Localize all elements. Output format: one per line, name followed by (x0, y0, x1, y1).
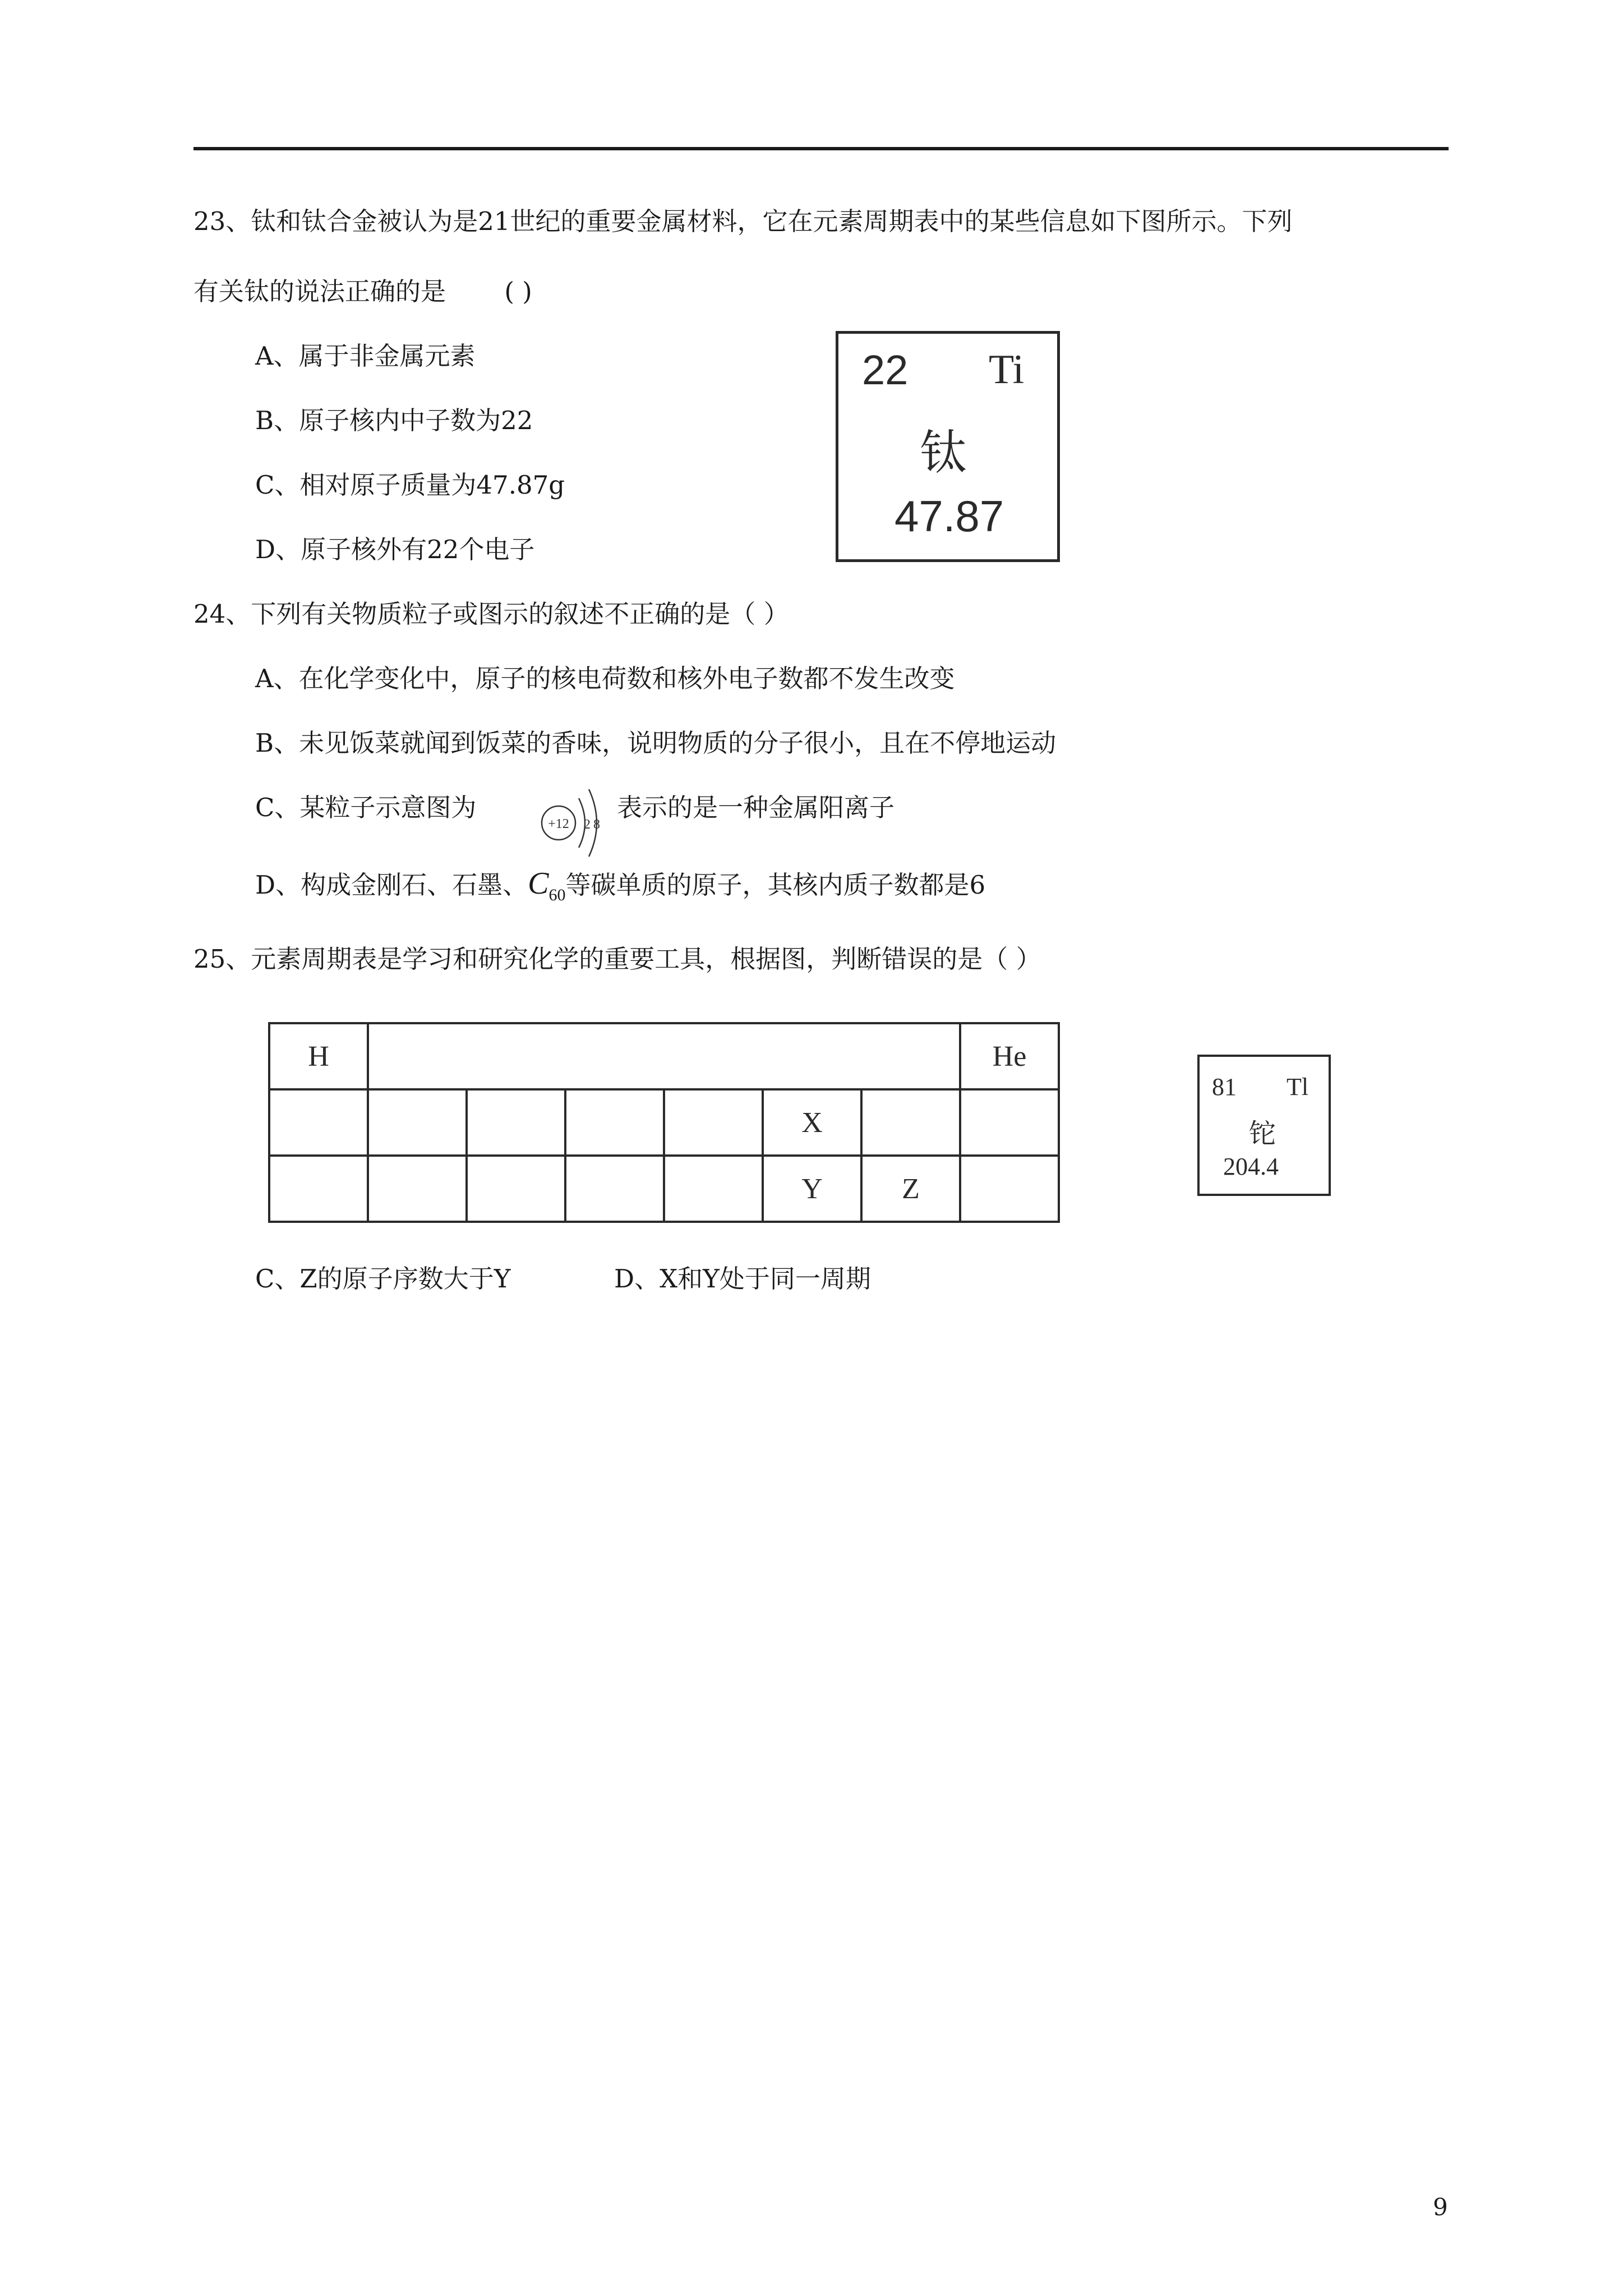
q25-stem: 25、元素周期表是学习和研究化学的重要工具，根据图，判断错误的是（ ） (193, 944, 1041, 974)
q23-stem-text: 有关钛的说法正确的是 (193, 277, 446, 306)
table-cell (269, 1089, 368, 1156)
titanium-element-card (836, 331, 1060, 562)
table-cell (565, 1089, 664, 1156)
q24-option-d-prefix: D、构成金刚石、石墨、 (255, 870, 528, 900)
titanium-name: 钛 (920, 425, 967, 480)
q24-stem: 24、下列有关物质粒子或图示的叙述不正确的是（ ） (193, 599, 789, 629)
table-row (269, 1156, 1059, 1222)
table-cell (368, 1156, 467, 1222)
cell-y: Y (763, 1156, 861, 1222)
cell-z: Z (861, 1156, 960, 1222)
shell2-electrons: 8 (593, 817, 600, 832)
table-cell (467, 1156, 565, 1222)
q24-option-c-prefix: C、某粒子示意图为 (255, 793, 477, 822)
table-row (269, 1089, 1059, 1156)
page-number: 9 (1433, 2193, 1448, 2221)
titanium-symbol: Ti (989, 347, 1025, 393)
c60-symbol: C (528, 866, 549, 901)
cell-gap (368, 1023, 960, 1089)
q23-stem-line2 (193, 275, 532, 309)
q25-option-c: C、Z的原子序数大于Y (255, 1264, 511, 1294)
thallium-atomic-number: 81 (1212, 1073, 1237, 1101)
table-cell (269, 1156, 368, 1222)
thallium-symbol: Tl (1287, 1073, 1309, 1101)
periodic-table-fragment (268, 1022, 1060, 1223)
c60-subscript: 60 (548, 886, 566, 905)
thallium-element-card (1197, 1055, 1331, 1196)
cell-h: H (269, 1023, 368, 1089)
q24-option-b: B、未见饭菜就闻到饭菜的香味，说明物质的分子很小，且在不停地运动 (255, 728, 1057, 758)
table-cell (565, 1156, 664, 1222)
table-cell (664, 1156, 763, 1222)
header-rule (193, 147, 1449, 150)
shell1-electrons: 2 (584, 817, 591, 832)
q23-answer-paren: ( ) (504, 277, 532, 306)
table-cell (664, 1089, 763, 1156)
q24-option-d-suffix: 等碳单质的原子，其核内质子数都是6 (565, 870, 986, 900)
table-cell (368, 1089, 467, 1156)
table-cell (467, 1089, 565, 1156)
nucleus-charge: +12 (548, 817, 569, 831)
q23-option-b: B、原子核内中子数为22 (255, 406, 533, 435)
titanium-atomic-number: 22 (862, 347, 909, 393)
thallium-atomic-mass: 204.4 (1223, 1153, 1279, 1180)
titanium-atomic-mass: 47.87 (895, 491, 1004, 541)
q25-option-d: D、X和Y处于同一周期 (614, 1264, 871, 1294)
q23-option-d: D、原子核外有22个电子 (255, 535, 535, 564)
table-cell (960, 1156, 1059, 1222)
cell-x: X (763, 1089, 861, 1156)
q24-option-c-suffix: 表示的是一种金属阳离子 (617, 793, 895, 822)
q23-stem-line1: 23、钛和钛合金被认为是21世纪的重要金属材料，它在元素周期表中的某些信息如下图所示。下列 (193, 206, 1293, 236)
table-cell (960, 1089, 1059, 1156)
table-cell (861, 1089, 960, 1156)
thallium-name: 铊 (1249, 1118, 1276, 1149)
q23-option-a: A、属于非金属元素 (255, 341, 476, 371)
q23-option-c: C、相对原子质量为47.87g (255, 470, 565, 500)
particle-structure-diagram (533, 771, 623, 867)
cell-he: He (960, 1023, 1059, 1089)
q24-option-a: A、在化学变化中，原子的核电荷数和核外电子数都不发生改变 (255, 664, 955, 693)
table-row (269, 1023, 1059, 1089)
q24-option-d (255, 867, 985, 912)
c60-formula (528, 866, 566, 905)
